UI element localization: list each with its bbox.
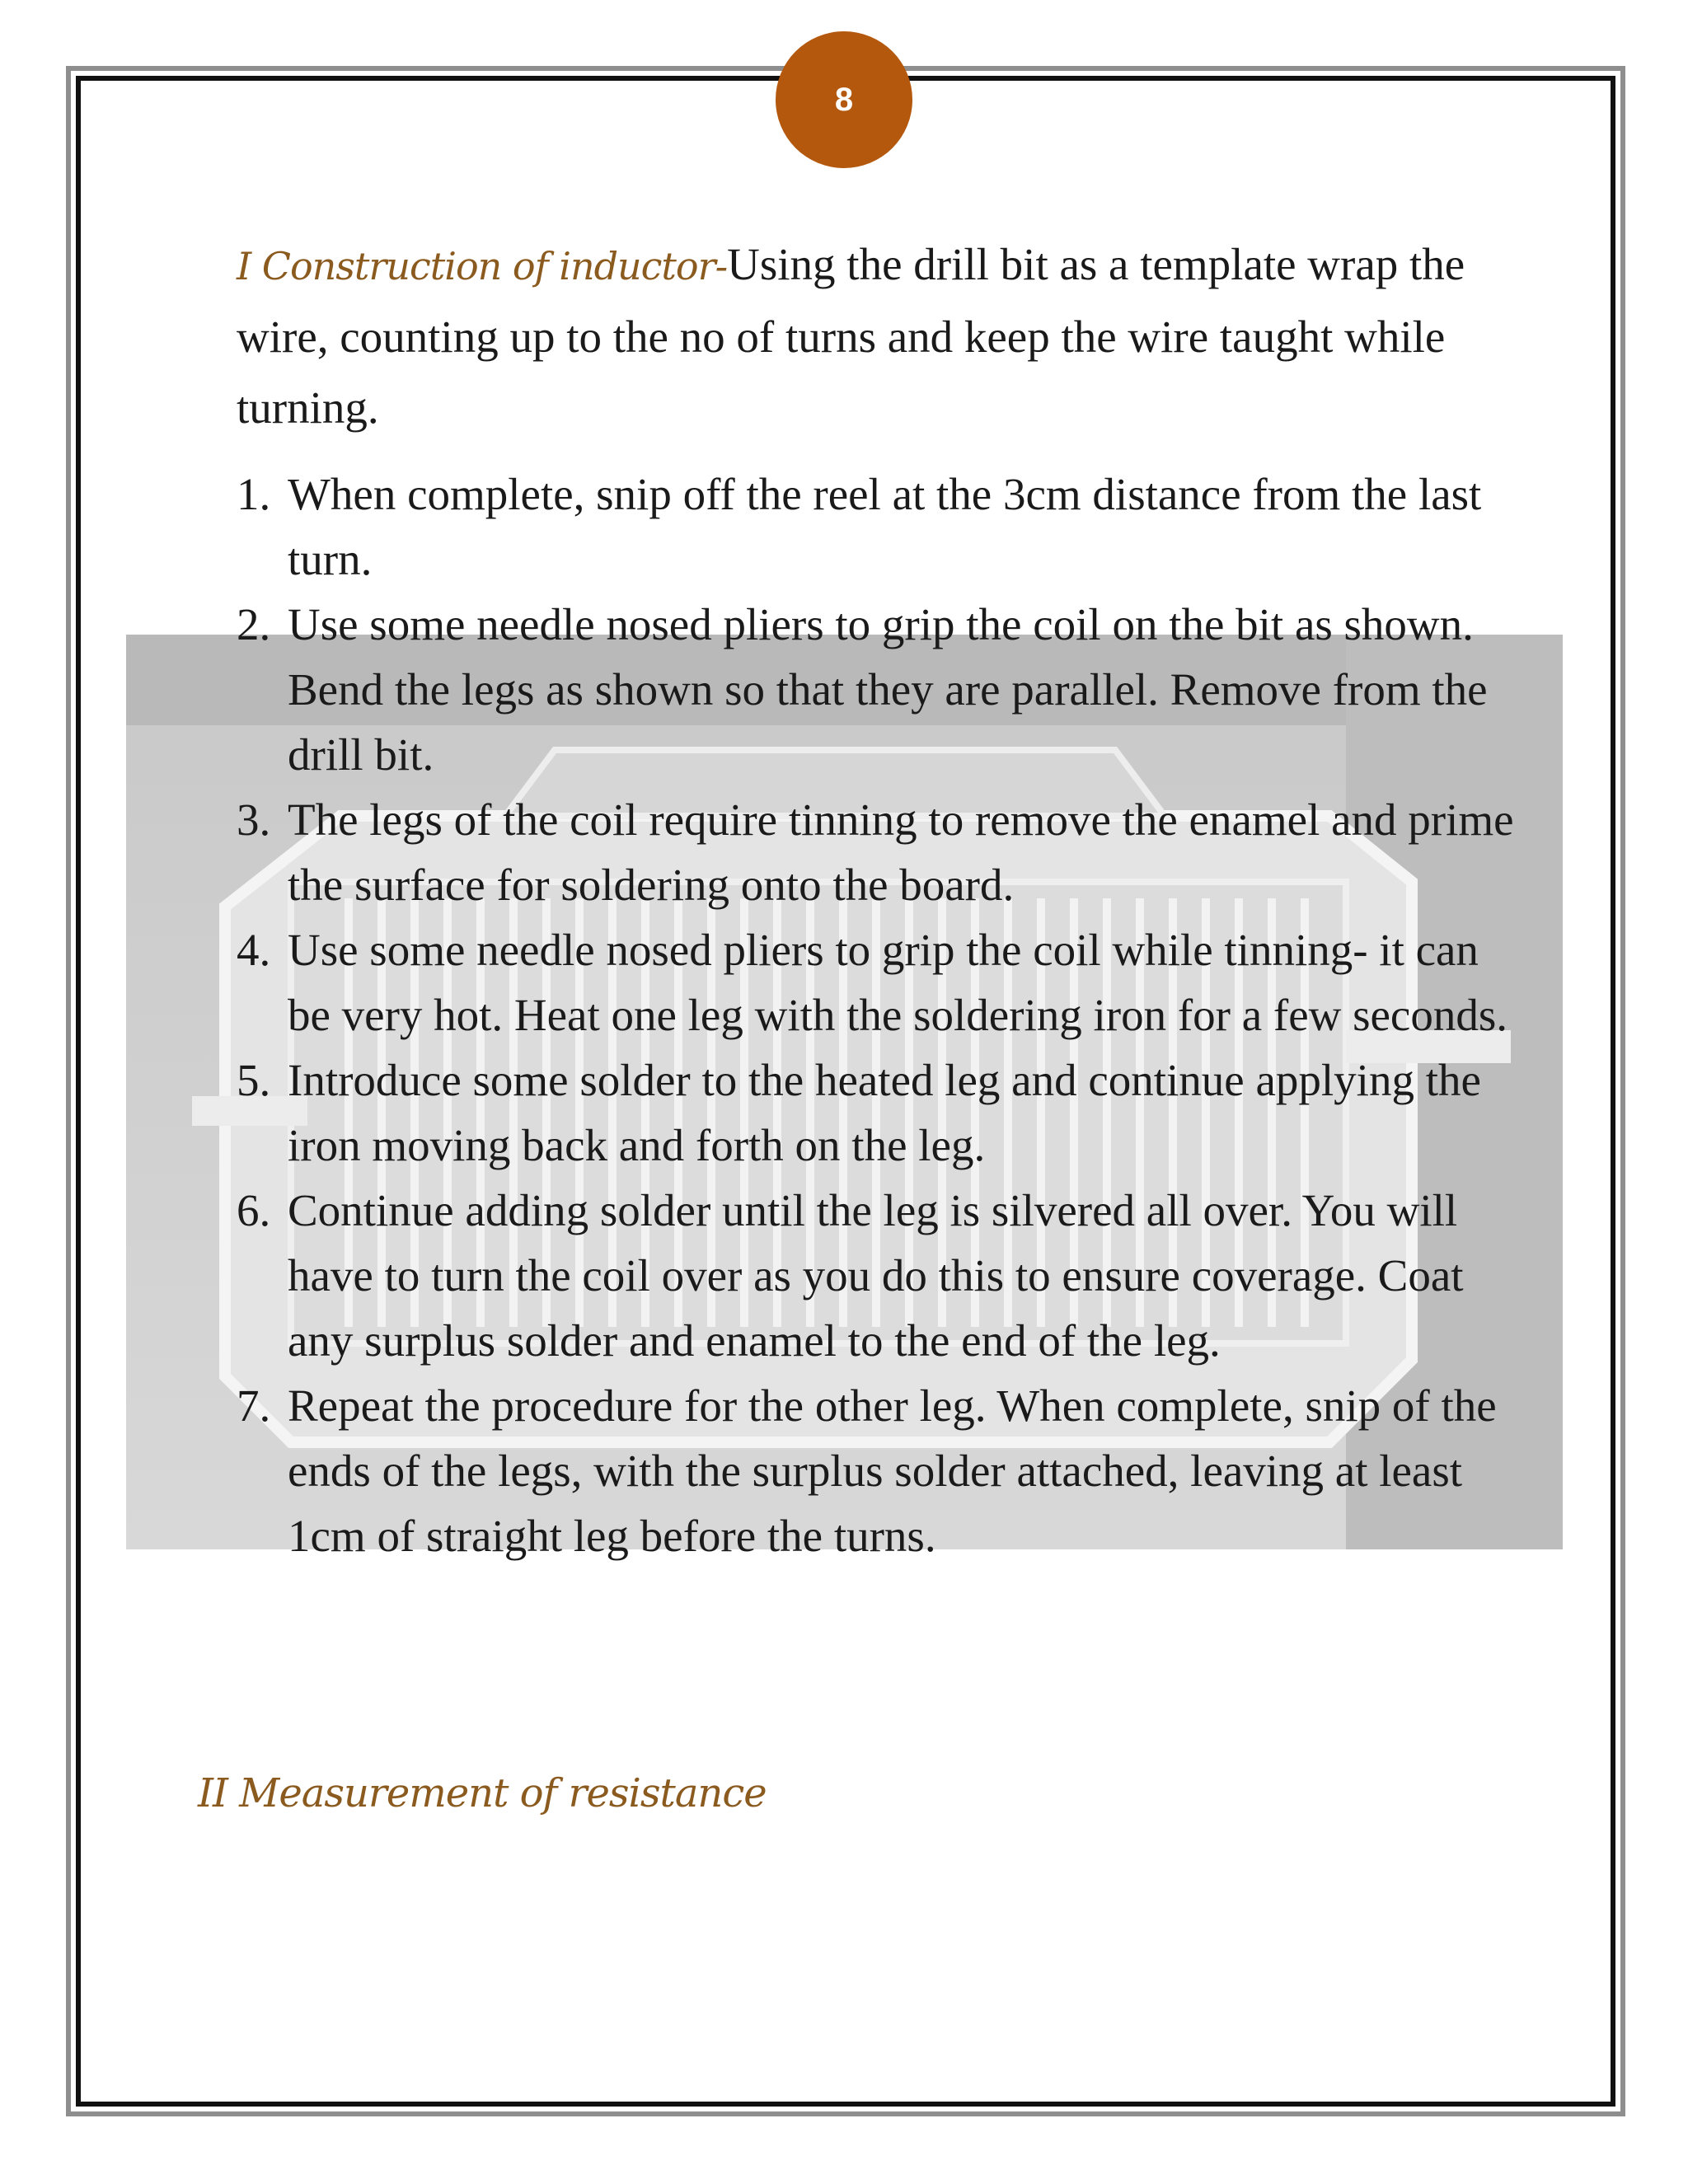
step-number: 3. bbox=[237, 794, 271, 845]
instruction-steps bbox=[237, 462, 1522, 1568]
page-number: 8 bbox=[834, 81, 854, 118]
list-item bbox=[237, 787, 1522, 917]
page-number-badge bbox=[776, 31, 912, 168]
step-number: 5. bbox=[237, 1055, 271, 1105]
step-text: Continue adding solder until the leg is silvered all over. You will have to turn the coil over as you do this to ensure coverage. Coat any surplus solder and enamel to the end of the leg. bbox=[288, 1185, 1464, 1366]
step-text: When complete, snip off the reel at the 3cm distance from the last turn. bbox=[288, 469, 1482, 584]
step-text: Repeat the procedure for the other leg. When complete, snip of the ends of the legs, with the surplus solder attached, leaving at least 1cm of straight leg before the turns. bbox=[288, 1380, 1497, 1561]
intro-text: Using the drill bit as a template wrap the wire, counting up to the no of turns and keep the wire taught while turning. bbox=[237, 239, 1465, 433]
step-text: The legs of the coil require tinning to remove the enamel and prime the surface for soldering onto the board. bbox=[288, 794, 1514, 910]
resistance-section-heading: II Measurement of resistance bbox=[198, 1770, 767, 1816]
step-text: Use some needle nosed pliers to grip the coil on the bit as shown. Bend the legs as shown so that they are parallel. Remove from the drill bit. bbox=[288, 599, 1488, 780]
list-item bbox=[237, 592, 1522, 787]
list-item bbox=[237, 462, 1522, 592]
step-number: 6. bbox=[237, 1185, 271, 1235]
step-text: Introduce some solder to the heated leg and continue applying the iron moving back and forth on the leg. bbox=[288, 1055, 1481, 1170]
step-text: Use some needle nosed pliers to grip the coil while tinning- it can be very hot. Heat one leg with the soldering iron for a few seconds. bbox=[288, 925, 1507, 1040]
step-number: 1. bbox=[237, 469, 271, 519]
step-number: 2. bbox=[237, 599, 271, 649]
step-number: 7. bbox=[237, 1380, 271, 1431]
list-item bbox=[237, 1178, 1522, 1373]
step-number: 4. bbox=[237, 925, 271, 975]
list-item bbox=[237, 917, 1522, 1047]
list-item bbox=[237, 1047, 1522, 1178]
intro-paragraph bbox=[237, 229, 1489, 443]
construction-heading: I Construction of inductor- bbox=[237, 244, 728, 288]
list-item bbox=[237, 1373, 1522, 1568]
